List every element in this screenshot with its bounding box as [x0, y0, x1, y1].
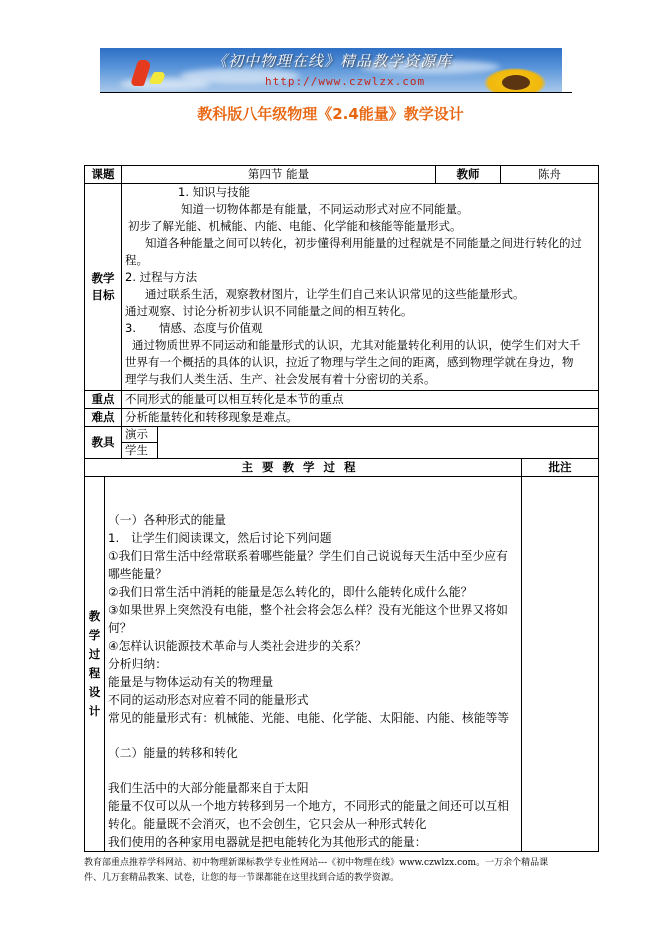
- goal-line: 理学与我们人类生活、生产、社会发展有着十分密切的关系。: [125, 372, 436, 386]
- tools-label: 教具: [85, 427, 122, 459]
- goal-line: 程。: [125, 253, 148, 267]
- banner-divider: [100, 92, 572, 93]
- process-label: [85, 477, 105, 852]
- key-point-value: 不同形式的能量可以相互转化是本节的重点: [122, 391, 599, 409]
- banner-title: 《初中物理在线》精品教学资源库: [212, 52, 453, 70]
- process-content: [105, 477, 522, 852]
- goal-line: 2. 过程与方法: [125, 270, 198, 284]
- page-body: [84, 165, 598, 886]
- process-line: 常见的能量形式有：机械能、光能、电能、化学能、太阳能、内能、核能等等: [108, 711, 510, 725]
- process-line: 我们使用的各种家用电器就是把电能转化为其他形式的能量：: [108, 835, 427, 849]
- process-line: 哪些能量？: [108, 567, 167, 581]
- sunflower-icon: [484, 68, 546, 92]
- topic-row: [85, 166, 599, 184]
- process-line: ②我们日常生活中消耗的能量是怎么转化的，即什么能转化成什么能？: [108, 585, 473, 599]
- process-label-char: 计: [88, 704, 101, 718]
- process-line: 我们生活中的大部分能量都来自于太阳: [108, 781, 309, 795]
- process-header: 主要教学过程: [85, 459, 522, 477]
- banner-url: http://www.czwlzx.com: [265, 75, 426, 88]
- process-line: ④怎样认识能源技术革命与人类社会进步的关系？: [108, 639, 367, 653]
- process-label-char: 设: [88, 685, 101, 699]
- process-line: 转化。能量既不会消灭，也不会创生，它只会从一种形式转化: [108, 817, 427, 831]
- goals-row: [85, 184, 599, 391]
- spacer: [108, 727, 518, 744]
- process-label-char: 程: [88, 666, 101, 680]
- tools-item: 演示: [122, 427, 158, 443]
- tools-item: 学生: [122, 443, 158, 459]
- topic-value: 第四节 能量: [122, 166, 436, 184]
- process-line: ①我们日常生活中经常联系着哪些能量？学生们自己说说每天生活中至少应有: [108, 549, 508, 563]
- goals-content: [122, 184, 599, 391]
- teacher-label: 教师: [436, 166, 501, 184]
- goal-line: 通过物质世界不同运动和能量形式的认识，尤其对能量转化利用的认识，使学生们对大千: [132, 338, 581, 352]
- goal-line: 知道一切物体都是有能量，不同运动形式对应不同能量。: [181, 202, 469, 216]
- goal-line: 通过联系生活，观察教材图片，让学生们自己来认识常见的这些能量形式。: [145, 287, 525, 301]
- difficulty-value: 分析能量转化和转移现象是难点。: [122, 409, 599, 427]
- goals-label-line: 教学: [91, 271, 115, 285]
- process-line: （二）能量的转移和转化: [108, 746, 238, 760]
- footer-line: 件、几万套精品教案、试卷，让您的每一节课都能在这里找到合适的教学资源。: [84, 873, 400, 883]
- notes-header: 批注: [522, 459, 599, 477]
- spacer: [108, 762, 518, 779]
- difficulty-row: [85, 409, 599, 427]
- footer-line: 教育部重点推荐学科网站、初中物理新课标教学专业性网站---《初中物理在线》www.czwlzx.com。一万余个精品课: [84, 858, 549, 868]
- process-header-row: [85, 459, 599, 477]
- process-line: 能量是与物体运动有关的物理量: [108, 675, 274, 689]
- topic-label: 课题: [85, 166, 122, 184]
- key-point-label: 重点: [85, 391, 122, 409]
- process-label-char: 学: [88, 628, 101, 642]
- process-line: 不同的运动形态对应着不同的能量形式: [108, 693, 309, 707]
- process-label-char: 教: [88, 609, 101, 623]
- goals-label: [85, 184, 122, 391]
- goal-line: 通过观察、讨论分析初步认识不同能量之间的相互转化。: [125, 304, 413, 318]
- tools-detail: [158, 427, 599, 459]
- process-row: [85, 477, 599, 852]
- goals-label-line: 目标: [91, 288, 115, 302]
- goal-line: 初步了解光能、机械能、内能、电能、化学能和核能等能量形式。: [128, 219, 462, 233]
- goal-line: 世界有一个概括的具体的认识，拉近了物理与学生之间的距离，感到物理学就在身边，物: [125, 355, 574, 369]
- goal-line: 知道各种能量之间可以转化，初步懂得利用能量的过程就是不同能量之间进行转化的过: [145, 236, 582, 250]
- goal-line: 1. 知识与技能: [178, 185, 251, 199]
- site-banner: [100, 48, 562, 92]
- key-point-row: [85, 391, 599, 409]
- lesson-plan-table: [84, 165, 599, 852]
- document-title: 教科版八年级物理《2.4能量》教学设计: [197, 105, 464, 123]
- difficulty-label: 难点: [85, 409, 122, 427]
- page-footer: [84, 856, 604, 886]
- goal-line: 3. 情感、态度与价值观: [125, 321, 263, 335]
- process-label-char: 过: [88, 647, 101, 661]
- notes-cell: [522, 477, 599, 852]
- process-line: （一）各种形式的能量: [108, 513, 226, 527]
- process-line: 能量不仅可以从一个地方转移到另一个地方，不同形式的能量之间还可以互相: [108, 799, 510, 813]
- teacher-value: 陈舟: [501, 166, 599, 184]
- process-line: 何？: [108, 621, 132, 635]
- process-line: ③如果世界上突然没有电能，整个社会将会怎么样？没有光能这个世界又将如: [108, 603, 508, 617]
- process-line: 1. 让学生们阅读课文，然后讨论下列问题: [108, 531, 332, 545]
- process-line: 分析归纳：: [108, 657, 167, 671]
- tools-row: [85, 427, 599, 443]
